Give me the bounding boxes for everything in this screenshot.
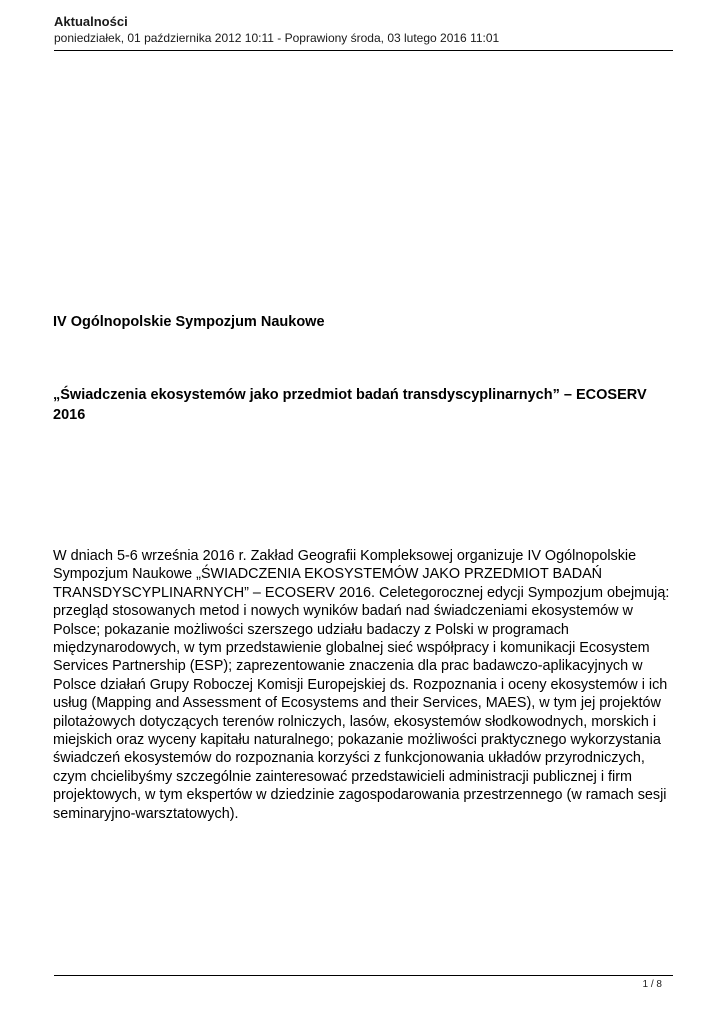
article-heading-title: „Świadczenia ekosystemów jako przedmiot badań transdyscyplinarnych” – ECOSERV 2016: [53, 387, 647, 423]
article-body: W dniach 5-6 września 2016 r. Zakład Geografii Kompleksowej organizuje IV Ogólnopolskie Sympozjum Naukowe „ŚWIADCZENIA EKOSYSTEMÓW JAKO PRZEDMIOT BADAŃ TRANSDYSCYPLINARNYCH” – ECOSERV 2016. Celetegorocznej edycji Sympozjum obejmują: przegląd stosowanych metod i nowych wyników badań nad świadczeniami ekosystemów w Polsce; pokazanie możliwości szerszego udziału badaczy z Polski w programach międzynarodowych, w tym przedstawienie globalnej sieć współpracy i komunikacji Ecosystem Services Partnership (ESP); zaprezentowanie znaczenia dla prac badawczo-aplikacyjnych w Polsce działań Grupy Roboczej Komisji Europejskiej ds. Rozpoznania i oceny ekosystemów i ich usług (Mapping and Assessment of Ecosystems and their Services, MAES), w tym jej projektów pilotażowych dotyczących terenów rolniczych, lasów, ekosystemów słodkowodnych, morskich i miejskich oraz wyceny kapitału naturalnego; pokazanie możliwości praktycznego wykorzystania świadczeń ekosystemów do rozpoznania korzyści z funkcjonowania układów przyrodniczych, czym chcielibyśmy szczególnie zainteresować przedstawicieli administracji publicznej i firm projektowych, w tym ekspertów w dziedzinie zagospodarowania przestrzennego (w ramach sesji seminaryjno-warsztatowych).: [53, 548, 670, 822]
page-header: [54, 14, 673, 46]
footer-divider: [54, 975, 673, 976]
article-heading-symposium: IV Ogólnopolskie Sympozjum Naukowe: [53, 314, 325, 330]
header-divider: [54, 50, 673, 51]
header-meta-dates: poniedziałek, 01 października 2012 10:11 - Poprawiony środa, 03 lutego 2016 11:01: [54, 31, 500, 45]
page-number: 1 / 8: [642, 979, 662, 990]
header-title: Aktualności: [54, 14, 128, 29]
